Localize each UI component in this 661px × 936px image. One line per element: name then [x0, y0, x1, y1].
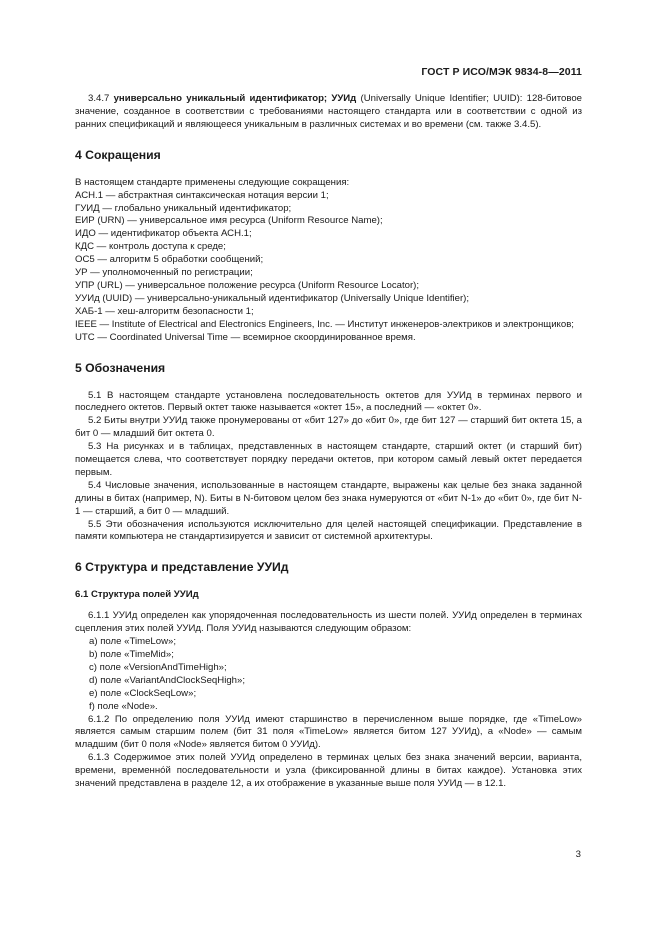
field-list-item: d) поле «VariantAndClockSeqHigh»;	[89, 674, 245, 686]
abbreviation-item: УУИд (UUID) — универсально-уникальный идентификатор (Universally Unique Identifier);	[75, 292, 470, 304]
paragraph-6-1-2: 6.1.2 По определению поля УУИд имеют старшинство в перечисленном выше порядке, где «TimeLow» является самым старшим полем (бит 31 поля «TimeLow» является битом 127 УУИд), а «Node» — самым младшим (бит 0 поля «Node» является битом 0 УУИд).	[75, 713, 582, 751]
definition-term: универсально уникальный идентификатор; УУИд	[113, 93, 357, 104]
section-5-heading: 5 Обозначения	[75, 360, 166, 375]
abbreviation-item: УПР (URL) — универсальное положение ресурса (Uniform Resource Locator);	[75, 279, 420, 291]
abbreviation-item: КДС — контроль доступа к среде;	[75, 241, 226, 253]
field-list-item: e) поле «ClockSeqLow»;	[89, 687, 197, 699]
paragraph-6-1-3: 6.1.3 Содержимое этих полей УУИд определено в терминах целых без знака значений версии, варианта, времени, временно́й последовательности и узла (фиксированной длины в битах каждое). Установка этих значений представлена в разделе 12, а их отображение в указанные выше поля УУИд — в 12.1.	[75, 752, 582, 790]
definition-text: (Universally Unique Identifier; UUID): 128-битовое значение, созданное в соответствии с требованиями настоящего стандарта или в соответствии с одной из ранних спецификаций и являющееся уникальным в различных системах и во времени (см. также 3.4.5).	[75, 93, 583, 130]
paragraph-5-4: 5.4 Числовые значения, использованные в настоящем стандарте, выражены как целые без знака заданной длины в битах (например, N). Биты в N-битовом целом без знака нумеруются от «бит N-1» до «бит 0», где бит N-1 — старший, а бит 0 — младший.	[75, 479, 582, 517]
paragraph-5-2: 5.2 Биты внутри УУИд также пронумерованы от «бит 127» до «бит 0», где бит 127 — старший бит октета 15, а бит 0 — младший бит октета 0.	[75, 415, 582, 440]
abbreviation-item: ИДО — идентификатор объекта АСН.1;	[75, 228, 252, 240]
section-4-heading: 4 Сокращения	[75, 147, 161, 162]
section-6-heading: 6 Структура и представление УУИд	[75, 560, 289, 575]
abbreviation-item: IEEE — Institute of Electrical and Electronics Engineers, Inc. — Институт инженеров-электриков и электронщиков;	[75, 318, 574, 330]
document-body	[75, 93, 582, 791]
page-number: 3	[575, 849, 581, 860]
definition-number: 3.4.7	[88, 93, 110, 104]
field-list-item: f) поле «Node».	[89, 700, 158, 712]
paragraph-6-1-1: 6.1.1 УУИд определен как упорядоченная последовательность из шести полей. УУИд определен в терминах сцепления этих полей УУИд. Поля УУИд называются следующим образом:	[75, 610, 582, 635]
subsection-6-1-heading: 6.1 Структура полей УУИд	[75, 589, 199, 601]
abbreviation-item: UTC — Coordinated Universal Time — всемирное скоординированное время.	[75, 331, 416, 343]
definition-3-4-7	[75, 93, 582, 132]
abbreviations-lead: В настоящем стандарте применены следующие сокращения:	[75, 176, 350, 188]
abbreviation-item: ГУИД — глобально уникальный идентификатор;	[75, 202, 292, 214]
abbreviation-item: ЕИР (URN) — универсальное имя ресурса (Uniform Resource Name);	[75, 215, 383, 227]
document-header: ГОСТ Р ИСО/МЭК 9834-8—2011	[421, 66, 582, 78]
paragraph-5-5: 5.5 Эти обозначения используются исключительно для целей настоящей спецификации. Представление в памяти компьютера не стандартизируется и зависит от системной архитектуры.	[75, 518, 582, 543]
field-list-item: c) поле «VersionAndTimeHigh»;	[89, 661, 227, 673]
abbreviation-item: ОС5 — алгоритм 5 обработки сообщений;	[75, 254, 264, 266]
paragraph-5-1: 5.1 В настоящем стандарте установлена последовательность октетов для УУИд в терминах первого и последнего октетов. Первый октет также называется «октет 15», а последний — «октет 0».	[75, 389, 582, 414]
abbreviation-item: ХАБ-1 — хеш-алгоритм безопасности 1;	[75, 305, 254, 317]
paragraph-5-3: 5.3 На рисунках и в таблицах, представленных в настоящем стандарте, старший октет (и старший бит) помещается слева, что соответствует порядку передачи октетов, при котором самый левый октет передается первым.	[75, 441, 582, 478]
abbreviation-item: УР — уполномоченный по регистрации;	[75, 267, 253, 279]
field-list-item: a) поле «TimeLow»;	[89, 636, 177, 648]
field-list-item: b) поле «TimeMid»;	[89, 649, 174, 660]
abbreviation-item: АСН.1 — абстрактная синтаксическая нотация версии 1;	[75, 189, 329, 201]
